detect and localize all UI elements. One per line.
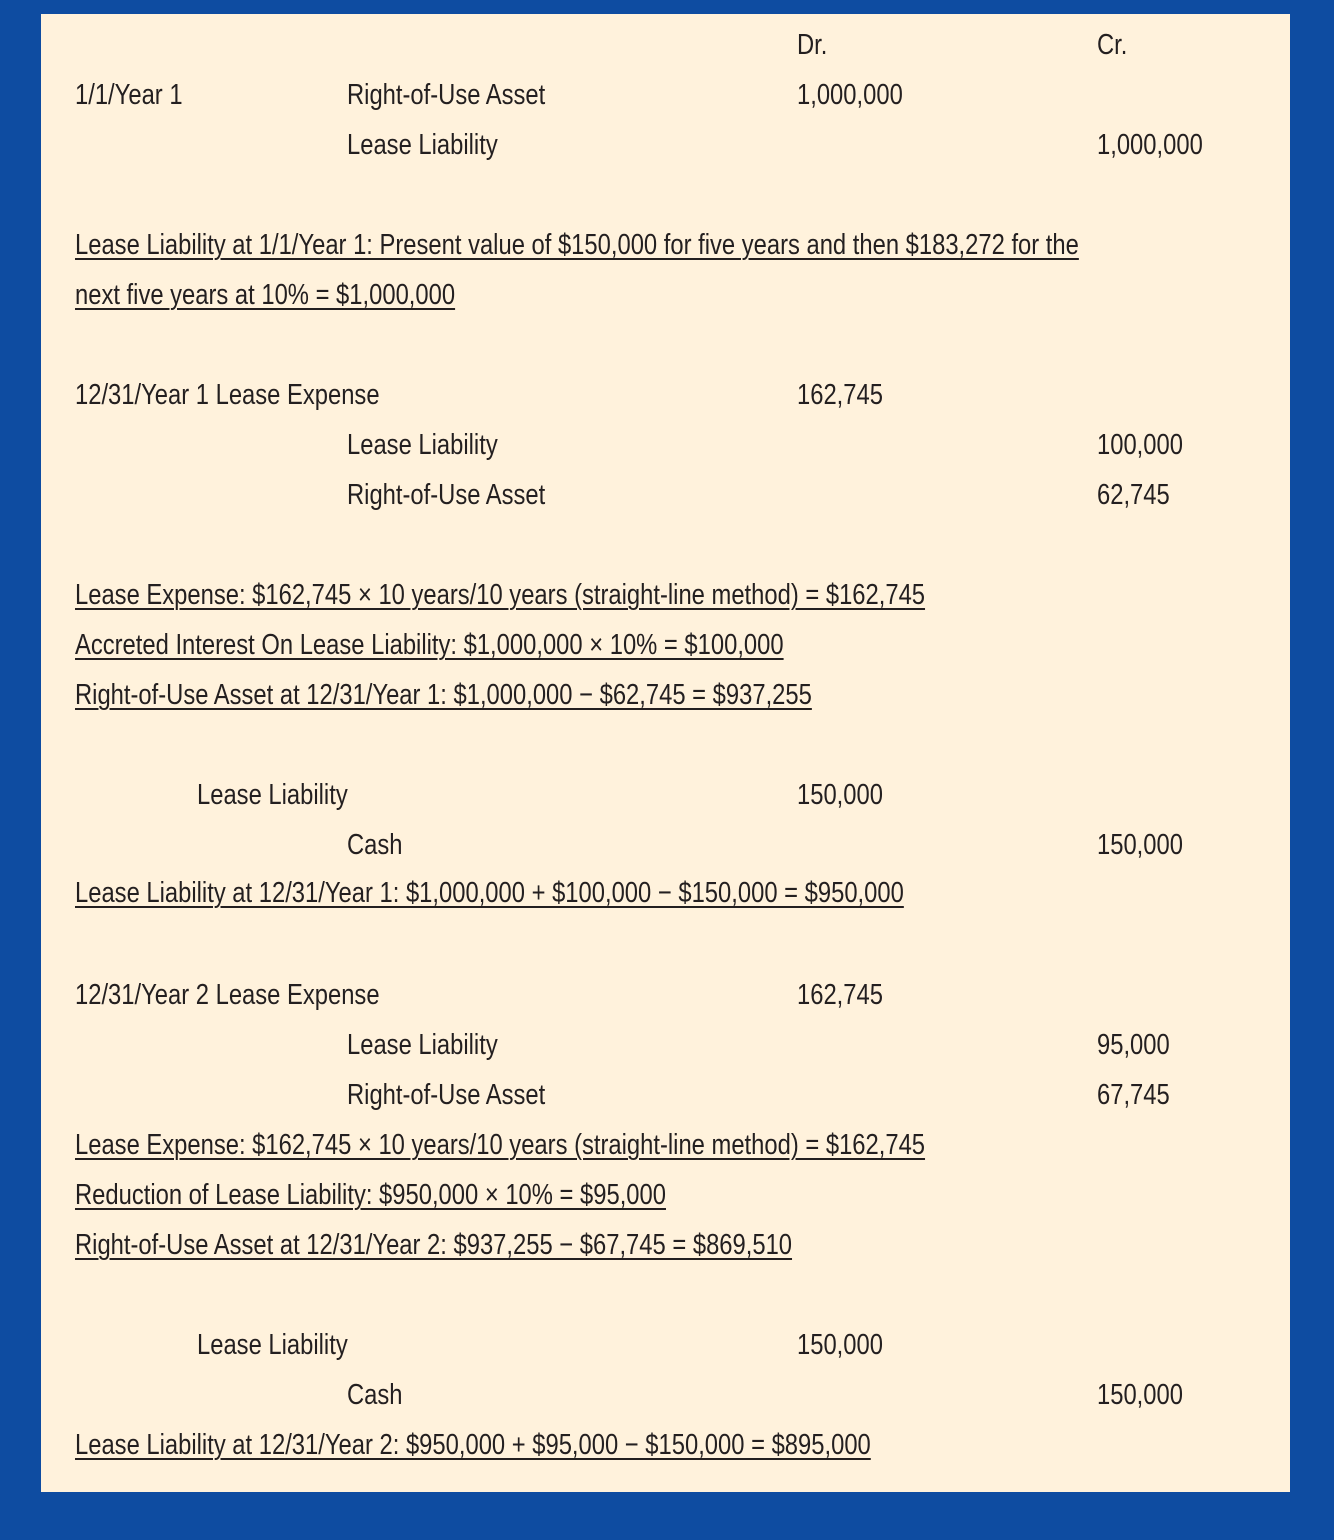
credit-amount: 150,000 [1097,829,1183,861]
credit-amount: 62,745 [1097,479,1170,511]
debit-amount: 1,000,000 [797,79,903,111]
debit-account: Right-of-Use Asset [347,79,546,111]
note-line: Reduction of Lease Liability: $950,000 × 10% = $95,000 [75,1179,666,1211]
credit-amount: 67,745 [1097,1079,1170,1111]
debit-amount: 162,745 [797,979,883,1011]
note-line: next five years at 10% = $1,000,000 [75,279,456,311]
credit-amount: 95,000 [1097,1029,1170,1061]
debit-amount: 162,745 [797,379,883,411]
entry-date-account: 12/31/Year 1 Lease Expense [75,379,380,411]
note-line: Right-of-Use Asset at 12/31/Year 1: $1,000,000 − $62,745 = $937,255 [75,679,812,711]
credit-account: Cash [347,829,403,861]
note-line: Lease Expense: $162,745 × 10 years/10 years (straight-line method) = $162,745 [75,1129,926,1161]
note-line: Lease Liability at 12/31/Year 1: $1,000,000 + $100,000 − $150,000 = $950,000 [75,877,904,909]
credit-amount: 1,000,000 [1097,129,1203,161]
debit-account: Lease Liability [197,779,348,811]
debit-amount: 150,000 [797,779,883,811]
credit-account: Lease Liability [347,1029,498,1061]
entry-date: 1/1/Year 1 [75,79,183,111]
credit-amount: 150,000 [1097,1379,1183,1411]
note-line: Lease Liability at 12/31/Year 2: $950,000 + $95,000 − $150,000 = $895,000 [75,1429,871,1461]
note-line: Lease Liability at 1/1/Year 1: Present value of $150,000 for five years and then $183,272 for the [75,229,1079,261]
credit-account: Lease Liability [347,429,498,461]
credit-account: Lease Liability [347,129,498,161]
credit-account: Right-of-Use Asset [347,479,546,511]
debit-amount: 150,000 [797,1329,883,1361]
note-line: Right-of-Use Asset at 12/31/Year 2: $937,255 − $67,745 = $869,510 [75,1229,793,1261]
debit-account: Lease Liability [197,1329,348,1361]
note-line: Lease Expense: $162,745 × 10 years/10 years (straight-line method) = $162,745 [75,579,926,611]
credit-account: Right-of-Use Asset [347,1079,546,1111]
note-line: Accreted Interest On Lease Liability: $1,000,000 × 10% = $100,000 [75,629,784,661]
dr-header: Dr. [797,29,828,61]
entry-date-account: 12/31/Year 2 Lease Expense [75,979,380,1011]
credit-account: Cash [347,1379,403,1411]
cr-header: Cr. [1097,29,1128,61]
credit-amount: 100,000 [1097,429,1183,461]
